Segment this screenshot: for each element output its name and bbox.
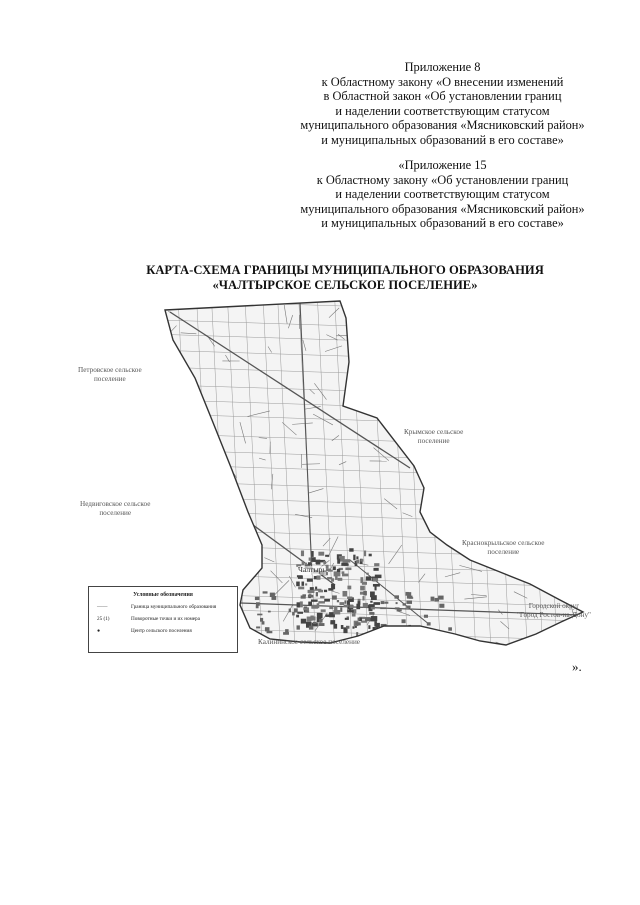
building-block <box>297 625 300 629</box>
minor-road <box>447 495 460 504</box>
building-block <box>340 607 342 611</box>
building-block <box>397 609 402 611</box>
building-block <box>343 591 348 597</box>
minor-road <box>466 503 484 518</box>
building-block <box>301 619 306 624</box>
building-block <box>375 575 382 579</box>
building-block <box>346 626 349 629</box>
building-block <box>363 591 367 595</box>
minor-road <box>476 484 477 501</box>
title-line-2: «ЧАЛТЫРСКОЕ СЕЛЬСКОЕ ПОСЕЛЕНИЕ» <box>212 278 478 292</box>
building-block <box>358 618 360 621</box>
building-block <box>385 602 389 604</box>
building-block <box>297 602 300 607</box>
minor-road <box>451 373 456 379</box>
building-block <box>374 563 379 566</box>
building-block <box>373 584 380 587</box>
building-block <box>262 621 265 624</box>
building-block <box>375 623 380 627</box>
minor-road <box>403 347 410 367</box>
legend-item-boundary: —— Граница муниципального образования <box>97 604 217 610</box>
minor-road <box>457 420 475 424</box>
legend-title: Условные обозначения <box>133 592 193 598</box>
appendix-8-line-1: Приложение 8 <box>404 60 481 74</box>
building-block <box>370 591 375 597</box>
building-block <box>366 573 368 575</box>
minor-road <box>496 500 499 512</box>
building-block <box>317 575 321 579</box>
building-block <box>303 607 309 610</box>
building-block <box>325 614 330 617</box>
building-block <box>296 582 300 587</box>
building-block <box>307 579 313 582</box>
building-block <box>263 591 268 593</box>
building-block <box>366 576 371 580</box>
label-nedvigovskoe: Недвиговское сельское поселение <box>80 500 151 517</box>
building-block <box>402 619 406 623</box>
minor-road <box>520 559 527 573</box>
building-block <box>349 548 353 551</box>
minor-road <box>203 482 207 486</box>
building-block <box>347 616 349 618</box>
building-block <box>309 626 314 630</box>
building-block <box>301 551 304 557</box>
building-block <box>318 601 325 603</box>
building-block <box>297 612 303 614</box>
building-block <box>331 584 335 589</box>
building-block <box>292 612 295 615</box>
appendix-15-line-4: муниципального образования «Мясниковский район» <box>300 201 585 216</box>
appendix-15-line-3: и наделении соответствующим статусом <box>335 187 550 202</box>
building-block <box>360 577 363 583</box>
building-block <box>332 595 337 599</box>
minor-road <box>430 336 432 349</box>
building-block <box>438 597 440 599</box>
building-block <box>435 632 440 636</box>
minor-road <box>423 489 437 491</box>
building-block <box>365 617 370 621</box>
building-block <box>255 597 259 600</box>
building-block <box>296 615 299 618</box>
building-block <box>439 604 444 608</box>
building-block <box>324 590 327 592</box>
building-block <box>344 600 346 603</box>
minor-road <box>522 383 530 388</box>
minor-road <box>387 412 410 414</box>
building-block <box>305 610 309 612</box>
minor-road <box>578 564 588 571</box>
building-block <box>333 624 337 629</box>
building-block <box>361 559 364 561</box>
building-block <box>373 568 378 571</box>
field-line <box>598 295 616 660</box>
building-block <box>342 560 346 563</box>
appendix-15-line-2: к Областному закону «Об установлении границ <box>316 172 569 187</box>
building-block <box>330 622 333 625</box>
building-block <box>394 595 399 598</box>
minor-road <box>517 458 519 469</box>
building-block <box>342 574 349 577</box>
building-block <box>333 610 340 614</box>
minor-road <box>171 349 179 362</box>
minor-road <box>569 521 581 528</box>
building-block <box>338 578 343 581</box>
building-block <box>347 610 354 612</box>
minor-road <box>363 383 372 403</box>
building-block <box>321 609 326 612</box>
building-block <box>308 602 312 606</box>
minor-road <box>576 517 583 524</box>
building-block <box>364 550 366 556</box>
building-block <box>329 606 333 609</box>
building-block <box>319 623 325 626</box>
building-block <box>396 602 398 604</box>
building-block <box>360 586 365 591</box>
building-block <box>315 587 317 590</box>
building-block <box>334 571 341 576</box>
building-block <box>370 601 372 603</box>
building-block <box>356 559 359 563</box>
minor-road <box>230 535 238 540</box>
building-block <box>318 552 324 556</box>
label-kalininskoe: Калининское сельское поселение <box>258 638 360 646</box>
appendix-8-line-4: и наделении соответствующим статусом <box>335 103 550 118</box>
building-block <box>424 615 428 618</box>
minor-road <box>584 310 594 311</box>
building-block <box>369 604 375 607</box>
appendix-8-line-2: к Областному закону «О внесении изменений <box>321 74 564 89</box>
label-chaltyr: Чалтырь <box>298 565 326 574</box>
turning-point-icon: 25 (1) <box>97 616 110 622</box>
building-block <box>333 566 336 570</box>
building-block <box>380 607 386 609</box>
building-block <box>316 592 318 596</box>
building-block <box>327 577 332 579</box>
building-block <box>257 614 262 616</box>
building-block <box>311 605 318 609</box>
building-block <box>403 603 406 605</box>
minor-road <box>474 499 480 501</box>
building-block <box>298 587 304 590</box>
field-line <box>150 658 600 672</box>
minor-road <box>201 442 215 447</box>
building-block <box>324 599 330 602</box>
building-block <box>313 622 316 624</box>
minor-road <box>404 334 417 341</box>
label-krymskoe: Крымское сельское поселение <box>404 428 464 445</box>
settlement-center-icon: ● <box>97 628 101 634</box>
building-block <box>344 563 349 565</box>
title-line-1: КАРТА-СХЕМА ГРАНИЦЫ МУНИЦИПАЛЬНОГО ОБРАЗОВАНИЯ <box>146 263 544 277</box>
minor-road <box>567 307 574 322</box>
minor-road <box>381 317 384 326</box>
appendix-15-line-5: и муниципальных образований в его составе» <box>321 216 564 231</box>
building-block <box>265 628 267 631</box>
minor-road <box>531 505 532 513</box>
building-block <box>337 569 340 572</box>
building-block <box>337 559 340 564</box>
building-block <box>256 605 259 608</box>
building-block <box>352 613 355 616</box>
building-block <box>312 551 314 557</box>
appendix-8-line-6: и муниципальных образований в его составе» <box>321 132 564 147</box>
minor-road <box>166 412 178 429</box>
minor-road <box>458 505 469 506</box>
building-block <box>308 590 315 593</box>
minor-road <box>546 509 553 529</box>
minor-road <box>154 559 170 566</box>
minor-road <box>221 537 225 542</box>
minor-road <box>543 435 563 438</box>
building-block <box>431 597 435 601</box>
building-block <box>308 617 312 621</box>
boundary-line-icon: —— <box>97 604 108 610</box>
building-block <box>301 582 304 586</box>
building-block <box>363 603 368 608</box>
legend-item-points: 25 (1) Поворотные точки и их номера <box>97 616 200 622</box>
map-legend <box>88 586 238 653</box>
appendix-15-line-1: «Приложение 15 <box>398 158 487 172</box>
building-block <box>320 596 324 598</box>
building-block <box>318 590 323 593</box>
building-block <box>317 613 323 619</box>
building-block <box>369 554 372 557</box>
building-block <box>314 576 317 579</box>
building-block <box>406 600 412 603</box>
building-block <box>342 571 345 574</box>
building-block <box>406 606 410 609</box>
building-block <box>344 605 349 607</box>
building-block <box>325 555 329 557</box>
legend-item-center: ● Центр сельского поселения <box>97 628 192 634</box>
building-block <box>366 633 370 637</box>
building-block <box>323 561 326 564</box>
minor-road <box>433 384 441 392</box>
label-petrovskoe: Петровское сельское поселение <box>78 366 142 383</box>
building-block <box>371 616 377 621</box>
building-block <box>294 608 298 612</box>
label-krasnokrylskoe: Краснокрыльское сельское поселение <box>462 539 545 556</box>
minor-road <box>540 383 555 392</box>
appendix-8-line-5: муниципального образования «Мясниковский район» <box>300 118 585 133</box>
building-block <box>256 602 260 606</box>
closing-quote: ». <box>572 659 582 674</box>
building-block <box>381 601 385 604</box>
building-block <box>268 611 271 613</box>
building-block <box>256 626 260 628</box>
appendix-8-line-3: в Областной закон «Об установлении границ <box>323 89 562 104</box>
building-block <box>345 568 351 571</box>
building-block <box>355 622 360 625</box>
building-block <box>358 601 361 607</box>
minor-road <box>397 350 411 368</box>
minor-road <box>443 472 449 474</box>
minor-road <box>552 387 563 400</box>
building-block <box>311 557 315 562</box>
building-block <box>395 607 400 609</box>
minor-road <box>175 415 179 424</box>
building-block <box>407 596 413 599</box>
building-block <box>369 612 374 615</box>
building-block <box>300 601 303 607</box>
building-block <box>326 569 331 572</box>
minor-road <box>385 311 396 320</box>
building-block <box>352 626 354 628</box>
building-block <box>406 592 409 596</box>
building-block <box>270 593 275 597</box>
minor-road <box>539 561 553 564</box>
building-block <box>448 627 452 630</box>
minor-road <box>219 545 229 560</box>
building-block <box>373 578 378 582</box>
minor-road <box>528 455 549 461</box>
building-block <box>362 596 364 600</box>
building-block <box>341 625 344 629</box>
building-block <box>353 555 355 561</box>
building-block <box>305 583 307 585</box>
building-block <box>319 619 323 623</box>
building-block <box>285 629 288 632</box>
building-block <box>289 609 291 613</box>
building-block <box>311 599 318 601</box>
building-block <box>297 575 302 577</box>
building-block <box>302 594 306 596</box>
building-block <box>347 597 352 599</box>
building-block <box>339 602 344 605</box>
building-block <box>309 557 312 560</box>
label-rostov-city-district: Городской округ "Город Ростов-на-Дону" <box>517 602 591 619</box>
building-block <box>260 618 263 622</box>
building-block <box>368 625 370 629</box>
building-block <box>308 595 314 598</box>
building-block <box>337 600 339 602</box>
building-block <box>347 586 351 590</box>
building-block <box>427 622 431 625</box>
building-block <box>356 556 358 559</box>
building-block <box>349 605 353 608</box>
minor-road <box>535 333 544 335</box>
minor-road <box>433 396 436 403</box>
minor-road <box>561 335 564 342</box>
minor-road <box>507 461 508 483</box>
